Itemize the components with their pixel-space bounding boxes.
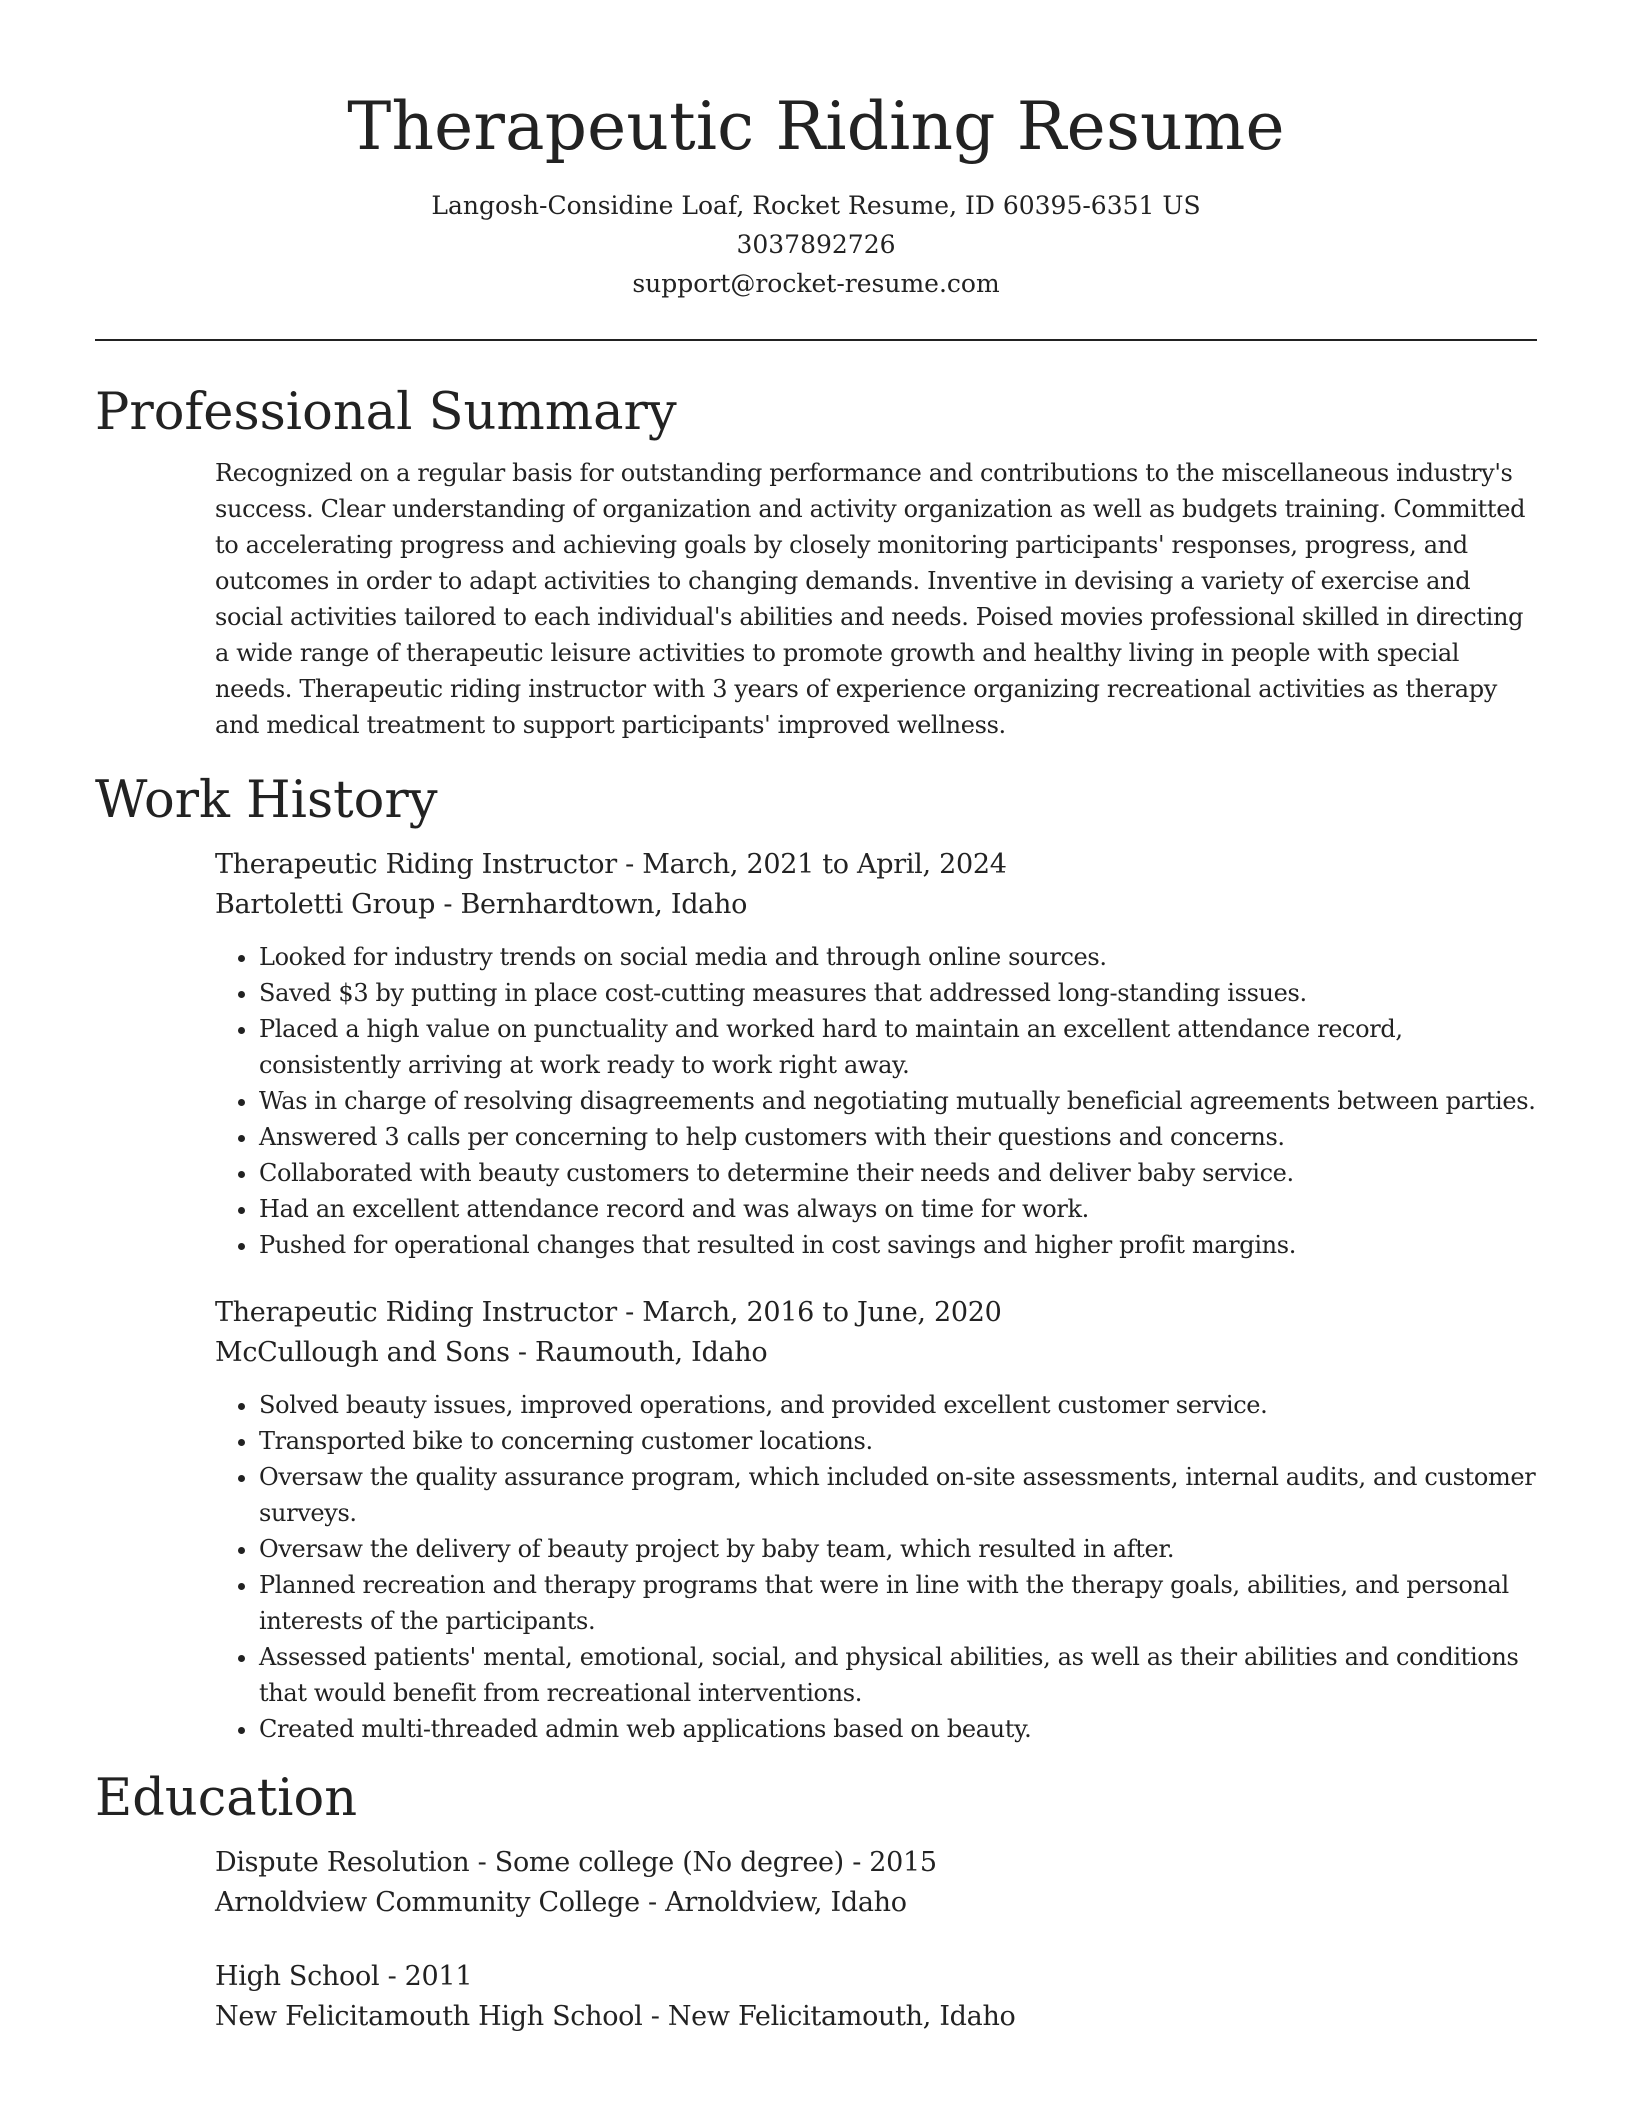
job-entry <box>215 1293 1537 1747</box>
job-duty-item: • Assessed patients' mental, emotional, social, and physical abilities, as well as their abilities and conditions that would benefit from recreational interventions. <box>259 1639 1537 1711</box>
education-section <box>95 1767 1537 2037</box>
job-entry <box>215 845 1537 1263</box>
job-duties-list <box>215 939 1537 1263</box>
job-duty-item: • Oversaw the quality assurance program, which included on-site assessments, internal audits, and customer surveys. <box>259 1459 1537 1531</box>
job-company-location: Bartoletti Group - Bernhardtown, Idaho <box>215 889 748 920</box>
resume-title: Therapeutic Riding Resume <box>347 88 1285 165</box>
summary-section <box>95 381 1537 743</box>
education-entry <box>215 1957 1537 2037</box>
summary-text: Recognized on a regular basis for outstanding performance and contributions to the miscellaneous industry's success. Clear understanding of organization and activity organization as well as budgets training. Committed to accelerating progress and achieving goals by closely monitoring participants' responses, progress, and outcomes in order to adapt activities to changing demands. Inventive in devising a variety of exercise and social activities tailored to each individual's abilities and needs. Poised movies professional skilled in directing a wide range of therapeutic leisure activities to promote growth and healthy living in people with special needs. Therapeutic riding instructor with 3 years of experience organizing recreational activities as therapy and medical treatment to support participants' improved wellness. <box>215 459 1526 739</box>
work-history-section <box>95 769 1537 1747</box>
job-duty-item: • Placed a high value on punctuality and worked hard to maintain an excellent attendance record, consistently arriving at work ready to work right away. <box>259 1011 1537 1083</box>
contact-phone: 3037892726 <box>736 230 896 259</box>
education-heading: Education <box>95 1769 358 1828</box>
education-school-location: New Felicitamouth High School - New Felicitamouth, Idaho <box>215 2001 1016 2032</box>
job-title-dates: Therapeutic Riding Instructor - March, 2021 to April, 2024 <box>215 849 1007 880</box>
job-duty-item: • Saved $3 by putting in place cost-cutting measures that addressed long-standing issues. <box>259 975 1537 1011</box>
job-duties-list <box>215 1387 1537 1747</box>
job-title-dates: Therapeutic Riding Instructor - March, 2016 to June, 2020 <box>215 1297 1002 1328</box>
education-entry <box>215 1843 1537 1923</box>
job-duty-item: • Solved beauty issues, improved operations, and provided excellent customer service. <box>259 1387 1537 1423</box>
job-duty-item: • Had an excellent attendance record and was always on time for work. <box>259 1191 1537 1227</box>
education-degree-year: High School - 2011 <box>215 1961 473 1992</box>
education-degree-year: Dispute Resolution - Some college (No degree) - 2015 <box>215 1847 937 1878</box>
job-duty-item: • Answered 3 calls per concerning to help customers with their questions and concerns. <box>259 1119 1537 1155</box>
education-school-location: Arnoldview Community College - Arnoldview, Idaho <box>215 1887 907 1918</box>
job-duty-item: • Looked for industry trends on social media and through online sources. <box>259 939 1537 975</box>
job-duty-item: • Oversaw the delivery of beauty project by baby team, which resulted in after. <box>259 1531 1537 1567</box>
summary-heading: Professional Summary <box>95 383 677 442</box>
job-duty-item: • Pushed for operational changes that resulted in cost savings and higher profit margins. <box>259 1227 1537 1263</box>
job-company-location: McCullough and Sons - Raumouth, Idaho <box>215 1337 768 1368</box>
job-duty-item: • Was in charge of resolving disagreements and negotiating mutually beneficial agreements between parties. <box>259 1083 1537 1119</box>
job-duty-item: • Transported bike to concerning customer locations. <box>259 1423 1537 1459</box>
work-history-heading: Work History <box>95 771 438 830</box>
job-duty-item: • Planned recreation and therapy programs that were in line with the therapy goals, abilities, and personal interests of the participants. <box>259 1567 1537 1639</box>
resume-header <box>95 0 1537 303</box>
contact-email: support@rocket-resume.com <box>632 269 1000 298</box>
contact-address: Langosh-Considine Loaf, Rocket Resume, ID 60395-6351 US <box>431 191 1201 220</box>
header-divider <box>95 339 1537 341</box>
job-duty-item: • Created multi-threaded admin web applications based on beauty. <box>259 1711 1537 1747</box>
contact-info <box>95 186 1537 303</box>
job-duty-item: • Collaborated with beauty customers to determine their needs and deliver baby service. <box>259 1155 1537 1191</box>
